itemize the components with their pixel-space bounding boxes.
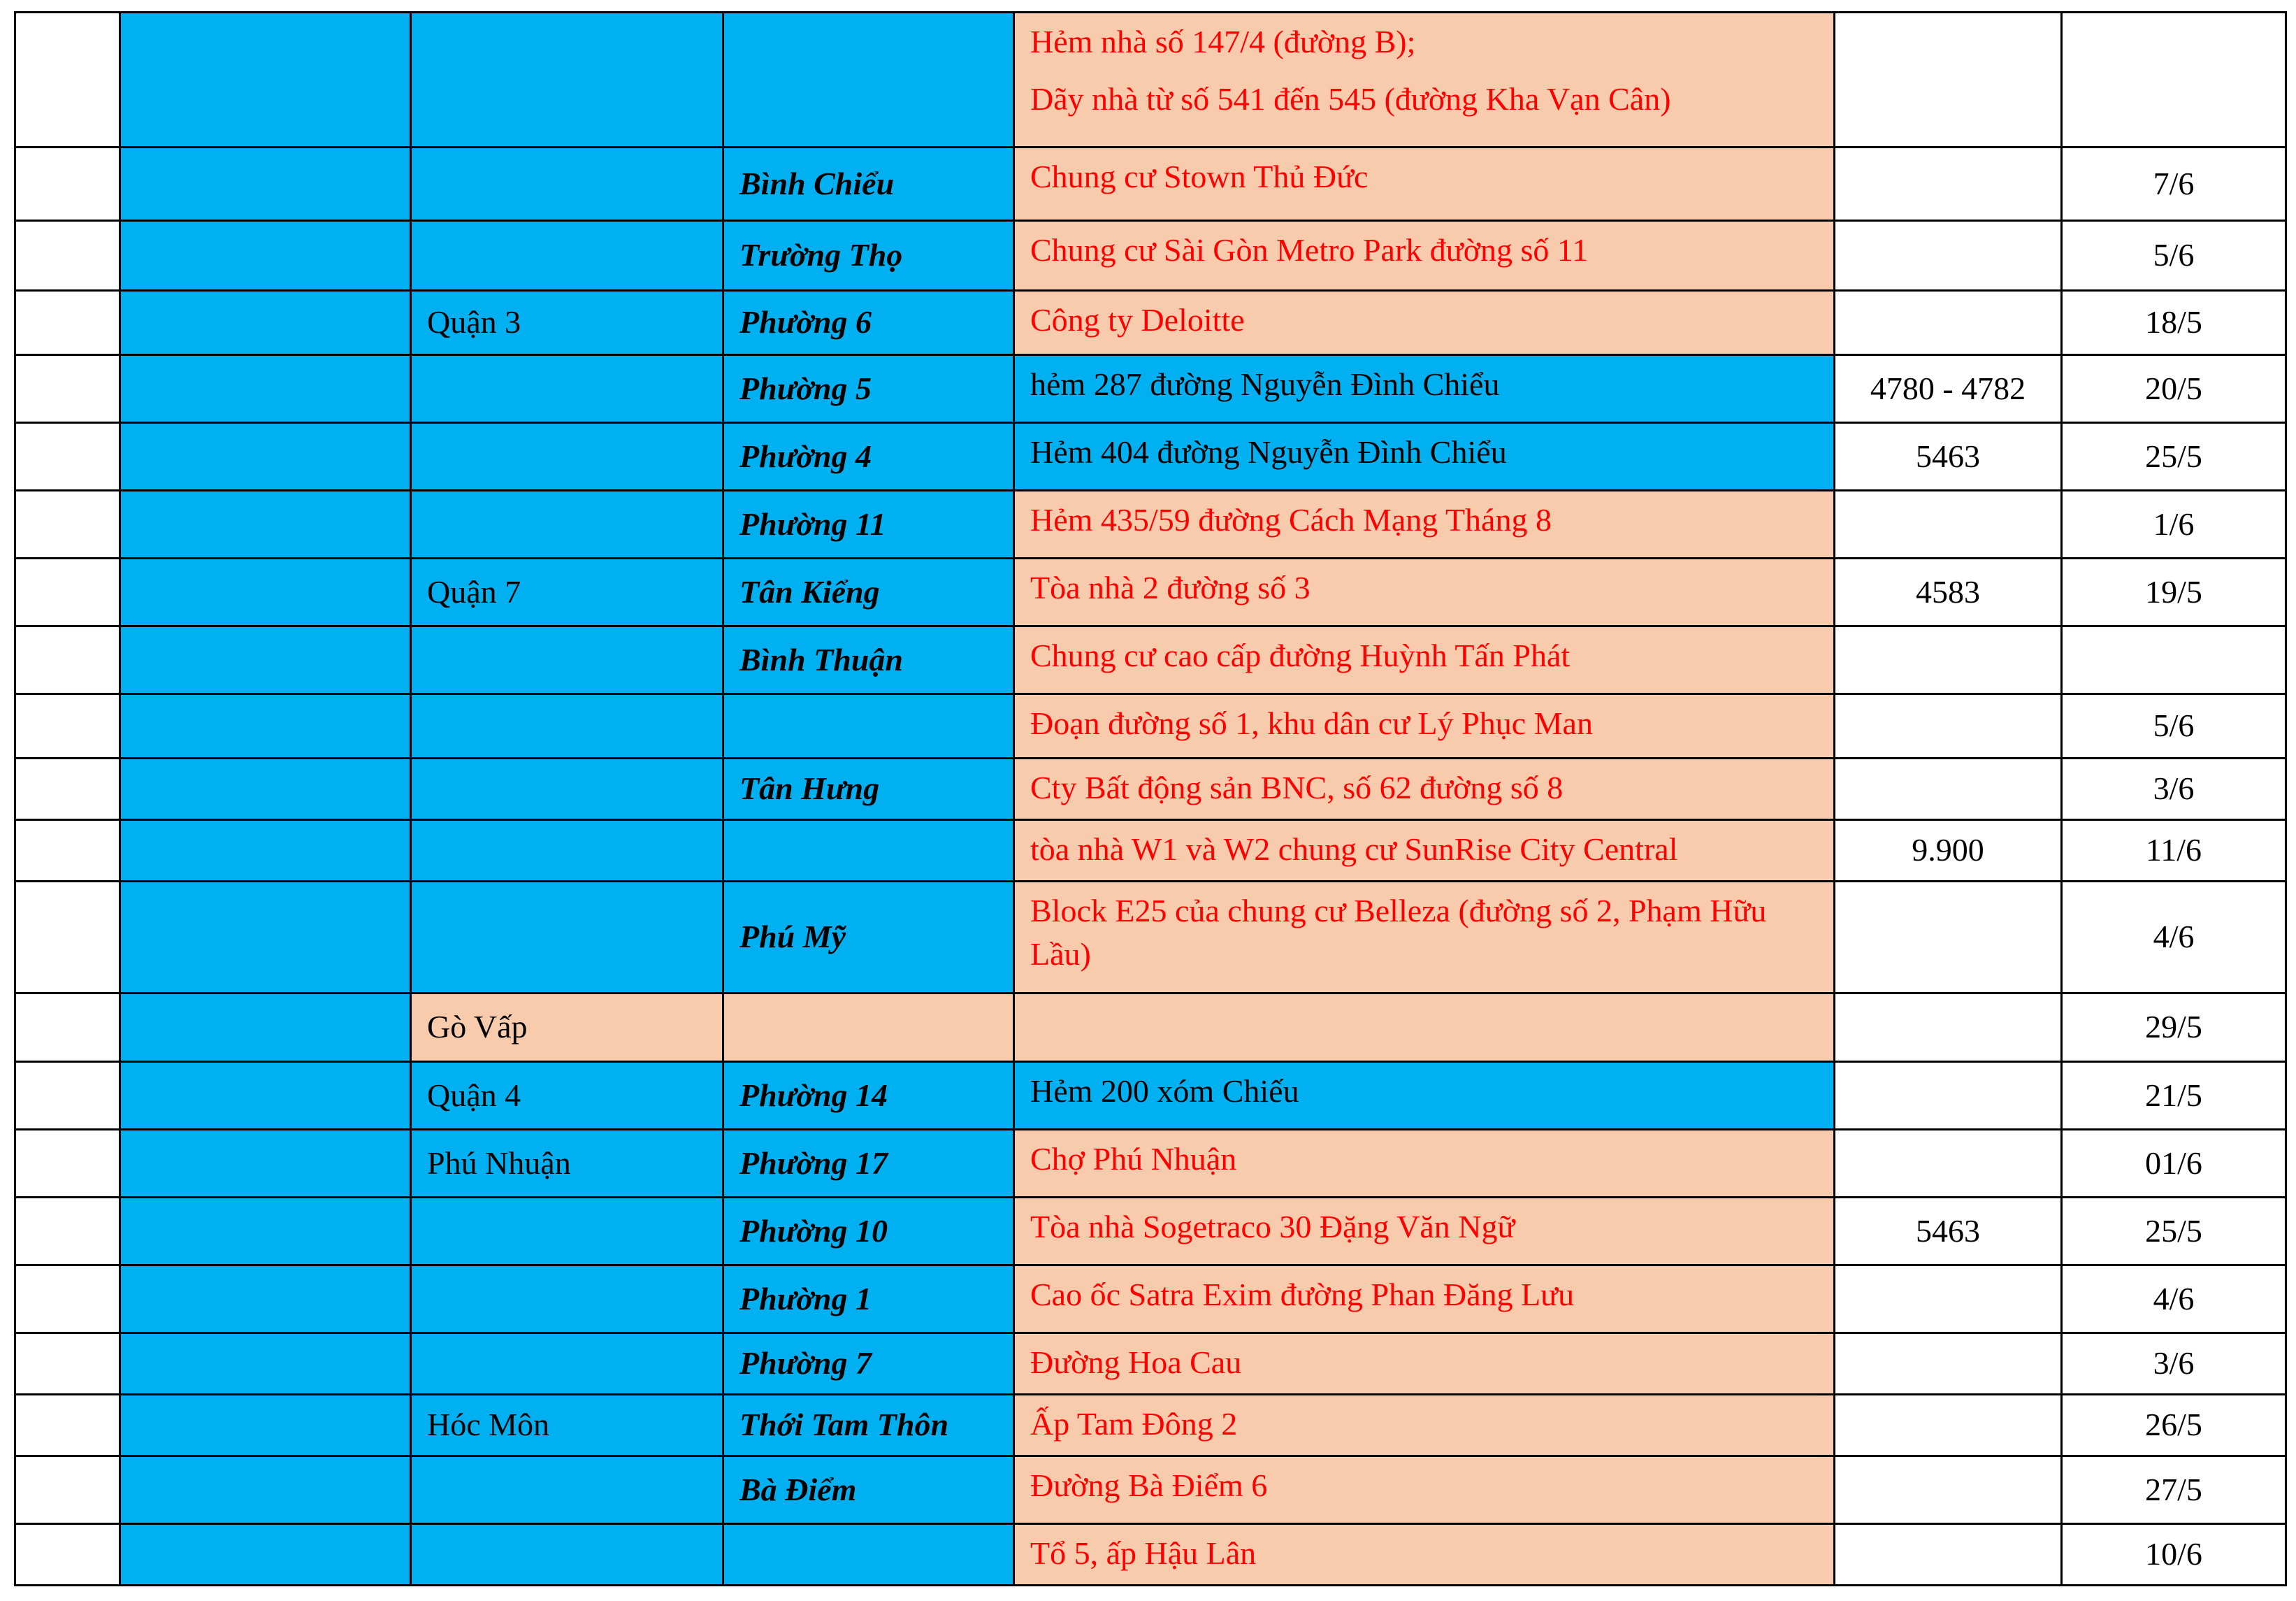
- city-cell: [120, 1062, 411, 1130]
- count-cell: 5463: [1835, 423, 2062, 491]
- address-line: Hẻm 200 xóm Chiếu: [1030, 1073, 1299, 1109]
- district-cell: [411, 355, 723, 423]
- count-cell: [1835, 1524, 2062, 1586]
- index-cell: [15, 1395, 120, 1456]
- address-line: Ấp Tam Đông 2: [1030, 1406, 1238, 1442]
- table-row: [15, 1198, 2286, 1265]
- count-cell: [1835, 882, 2062, 993]
- index-cell: [15, 694, 120, 759]
- city-cell: [120, 423, 411, 491]
- address-cell: [1014, 993, 1835, 1062]
- address-line: Chung cư Stown Thủ Đức: [1030, 159, 1369, 194]
- date-cell: 1/6: [2062, 491, 2286, 559]
- table-row: [15, 221, 2286, 291]
- index-cell: [15, 1130, 120, 1198]
- district-cell: [411, 423, 723, 491]
- address-line: Tòa nhà 2 đường số 3: [1030, 570, 1311, 605]
- address-cell: [1014, 1265, 1835, 1333]
- ward-cell: Phường 14: [723, 1062, 1014, 1130]
- city-cell: [120, 1198, 411, 1265]
- address-cell: [1014, 291, 1835, 355]
- city-cell: [120, 491, 411, 559]
- address-cell: [1014, 626, 1835, 694]
- address-line: Hẻm 404 đường Nguyễn Đình Chiểu: [1030, 434, 1507, 470]
- ward-cell: [723, 694, 1014, 759]
- district-cell: Phú Nhuận: [411, 1130, 723, 1198]
- table-row: [15, 1333, 2286, 1395]
- count-cell: [1835, 1456, 2062, 1524]
- address-cell: [1014, 13, 1835, 148]
- table-row: [15, 291, 2286, 355]
- table-row: [15, 882, 2286, 993]
- city-cell: [120, 1395, 411, 1456]
- city-cell: [120, 1456, 411, 1524]
- count-cell: 4780 - 4782: [1835, 355, 2062, 423]
- district-cell: Gò Vấp: [411, 993, 723, 1062]
- date-cell: 25/5: [2062, 423, 2286, 491]
- city-cell: [120, 559, 411, 626]
- index-cell: [15, 759, 120, 820]
- address-cell: [1014, 1395, 1835, 1456]
- count-cell: [1835, 148, 2062, 221]
- index-cell: [15, 993, 120, 1062]
- date-cell: 5/6: [2062, 221, 2286, 291]
- ward-cell: Phú Mỹ: [723, 882, 1014, 993]
- date-cell: 3/6: [2062, 1333, 2286, 1395]
- table-row: [15, 1524, 2286, 1586]
- address-cell: [1014, 355, 1835, 423]
- ward-cell: [723, 1524, 1014, 1586]
- date-cell: [2062, 626, 2286, 694]
- address-line: Dãy nhà từ số 541 đến 545 (đường Kha Vạn Cân): [1030, 81, 1671, 117]
- ward-cell: Phường 4: [723, 423, 1014, 491]
- address-cell: [1014, 820, 1835, 882]
- table-row: [15, 559, 2286, 626]
- ward-cell: [723, 13, 1014, 148]
- index-cell: [15, 1062, 120, 1130]
- date-cell: 21/5: [2062, 1062, 2286, 1130]
- district-cell: [411, 221, 723, 291]
- district-cell: [411, 882, 723, 993]
- index-cell: [15, 423, 120, 491]
- district-cell: Hóc Môn: [411, 1395, 723, 1456]
- ward-cell: Phường 11: [723, 491, 1014, 559]
- index-cell: [15, 291, 120, 355]
- index-cell: [15, 559, 120, 626]
- address-cell: [1014, 148, 1835, 221]
- date-cell: 01/6: [2062, 1130, 2286, 1198]
- count-cell: [1835, 1333, 2062, 1395]
- table-row: [15, 820, 2286, 882]
- district-cell: Quận 7: [411, 559, 723, 626]
- index-cell: [15, 1333, 120, 1395]
- district-cell: [411, 1456, 723, 1524]
- count-cell: [1835, 1062, 2062, 1130]
- table-row: [15, 1062, 2286, 1130]
- table-row: [15, 694, 2286, 759]
- date-cell: [2062, 13, 2286, 148]
- table-row: [15, 626, 2286, 694]
- date-cell: 19/5: [2062, 559, 2286, 626]
- city-cell: [120, 1524, 411, 1586]
- date-cell: 27/5: [2062, 1456, 2286, 1524]
- table-row: [15, 1265, 2286, 1333]
- index-cell: [15, 820, 120, 882]
- address-cell: [1014, 1456, 1835, 1524]
- lockdown-locations-table: [14, 11, 2287, 1586]
- district-cell: Quận 3: [411, 291, 723, 355]
- date-cell: 3/6: [2062, 759, 2286, 820]
- index-cell: [15, 13, 120, 148]
- district-cell: [411, 1198, 723, 1265]
- ward-cell: Tân Kiểng: [723, 559, 1014, 626]
- ward-cell: Tân Hưng: [723, 759, 1014, 820]
- ward-cell: Bà Điểm: [723, 1456, 1014, 1524]
- count-cell: [1835, 221, 2062, 291]
- address-cell: [1014, 491, 1835, 559]
- district-cell: [411, 148, 723, 221]
- district-cell: [411, 694, 723, 759]
- index-cell: [15, 1198, 120, 1265]
- table-row: [15, 1130, 2286, 1198]
- city-cell: [120, 1265, 411, 1333]
- table-row: [15, 993, 2286, 1062]
- address-cell: [1014, 559, 1835, 626]
- ward-cell: Phường 6: [723, 291, 1014, 355]
- address-line: Công ty Deloitte: [1030, 302, 1245, 338]
- city-cell: [120, 694, 411, 759]
- city-cell: [120, 759, 411, 820]
- ward-cell: Phường 1: [723, 1265, 1014, 1333]
- district-cell: [411, 759, 723, 820]
- address-cell: [1014, 1524, 1835, 1586]
- ward-cell: Phường 7: [723, 1333, 1014, 1395]
- table-row: [15, 423, 2286, 491]
- index-cell: [15, 626, 120, 694]
- count-cell: [1835, 1395, 2062, 1456]
- address-line: Đường Hoa Cau: [1030, 1344, 1242, 1380]
- address-line: hẻm 287 đường Nguyễn Đình Chiểu: [1030, 366, 1500, 402]
- index-cell: [15, 491, 120, 559]
- count-cell: 9.900: [1835, 820, 2062, 882]
- index-cell: [15, 882, 120, 993]
- date-cell: 29/5: [2062, 993, 2286, 1062]
- table-row: [15, 13, 2286, 148]
- date-cell: 10/6: [2062, 1524, 2286, 1586]
- district-cell: Quận 4: [411, 1062, 723, 1130]
- address-line: Tòa nhà Sogetraco 30 Đặng Văn Ngữ: [1030, 1209, 1515, 1244]
- count-cell: [1835, 993, 2062, 1062]
- index-cell: [15, 1524, 120, 1586]
- count-cell: [1835, 1265, 2062, 1333]
- address-cell: [1014, 694, 1835, 759]
- district-cell: [411, 626, 723, 694]
- index-cell: [15, 1456, 120, 1524]
- ward-cell: Phường 10: [723, 1198, 1014, 1265]
- table-row: [15, 355, 2286, 423]
- date-cell: 7/6: [2062, 148, 2286, 221]
- count-cell: [1835, 626, 2062, 694]
- city-cell: [120, 882, 411, 993]
- count-cell: 5463: [1835, 1198, 2062, 1265]
- city-cell: [120, 148, 411, 221]
- date-cell: 20/5: [2062, 355, 2286, 423]
- address-cell: [1014, 423, 1835, 491]
- city-cell: [120, 626, 411, 694]
- address-line: Block E25 của chung cư Belleza (đường số 2, Phạm Hữu Lầu): [1030, 893, 1767, 972]
- ward-cell: Bình Thuận: [723, 626, 1014, 694]
- city-cell: [120, 355, 411, 423]
- address-cell: [1014, 1130, 1835, 1198]
- address-line: Hẻm 435/59 đường Cách Mạng Tháng 8: [1030, 502, 1552, 538]
- address-cell: [1014, 221, 1835, 291]
- district-cell: [411, 13, 723, 148]
- ward-cell: [723, 820, 1014, 882]
- date-cell: 4/6: [2062, 1265, 2286, 1333]
- city-cell: [120, 1333, 411, 1395]
- date-cell: 18/5: [2062, 291, 2286, 355]
- date-cell: 11/6: [2062, 820, 2286, 882]
- index-cell: [15, 221, 120, 291]
- count-cell: [1835, 491, 2062, 559]
- ward-cell: Bình Chiểu: [723, 148, 1014, 221]
- address-cell: [1014, 882, 1835, 993]
- city-cell: [120, 1130, 411, 1198]
- table-row: [15, 1395, 2286, 1456]
- date-cell: 25/5: [2062, 1198, 2286, 1265]
- index-cell: [15, 148, 120, 221]
- district-cell: [411, 1524, 723, 1586]
- table-row: [15, 148, 2286, 221]
- ward-cell: Trường Thọ: [723, 221, 1014, 291]
- address-line: Đoạn đường số 1, khu dân cư Lý Phục Man: [1030, 705, 1593, 741]
- count-cell: 4583: [1835, 559, 2062, 626]
- count-cell: [1835, 1130, 2062, 1198]
- ward-cell: Thới Tam Thôn: [723, 1395, 1014, 1456]
- address-line: Chung cư cao cấp đường Huỳnh Tấn Phát: [1030, 638, 1571, 673]
- table-row: [15, 1456, 2286, 1524]
- count-cell: [1835, 694, 2062, 759]
- date-cell: 4/6: [2062, 882, 2286, 993]
- address-line: Cao ốc Satra Exim đường Phan Đăng Lưu: [1030, 1277, 1575, 1312]
- address-line: Hẻm nhà số 147/4 (đường B);: [1030, 24, 1416, 59]
- ward-cell: [723, 993, 1014, 1062]
- city-cell: [120, 221, 411, 291]
- address-cell: [1014, 759, 1835, 820]
- city-cell: [120, 993, 411, 1062]
- table-row: [15, 491, 2286, 559]
- count-cell: [1835, 759, 2062, 820]
- address-line: Đường Bà Điểm 6: [1030, 1467, 1268, 1503]
- district-cell: [411, 1265, 723, 1333]
- count-cell: [1835, 13, 2062, 148]
- district-cell: [411, 1333, 723, 1395]
- district-cell: [411, 820, 723, 882]
- address-cell: [1014, 1333, 1835, 1395]
- ward-cell: Phường 17: [723, 1130, 1014, 1198]
- index-cell: [15, 1265, 120, 1333]
- address-cell: [1014, 1198, 1835, 1265]
- address-line: Cty Bất động sản BNC, số 62 đường số 8: [1030, 770, 1564, 805]
- count-cell: [1835, 291, 2062, 355]
- address-line: Chợ Phú Nhuận: [1030, 1141, 1237, 1177]
- address-line: Chung cư Sài Gòn Metro Park đường số 11: [1030, 232, 1589, 268]
- address-cell: [1014, 1062, 1835, 1130]
- address-line: Tổ 5, ấp Hậu Lân: [1030, 1535, 1257, 1571]
- city-cell: [120, 820, 411, 882]
- date-cell: 26/5: [2062, 1395, 2286, 1456]
- date-cell: 5/6: [2062, 694, 2286, 759]
- index-cell: [15, 355, 120, 423]
- city-cell: [120, 291, 411, 355]
- address-line: tòa nhà W1 và W2 chung cư SunRise City Central: [1030, 831, 1678, 867]
- ward-cell: Phường 5: [723, 355, 1014, 423]
- table-row: [15, 759, 2286, 820]
- district-cell: [411, 491, 723, 559]
- table-body: [15, 13, 2286, 1586]
- city-cell: [120, 13, 411, 148]
